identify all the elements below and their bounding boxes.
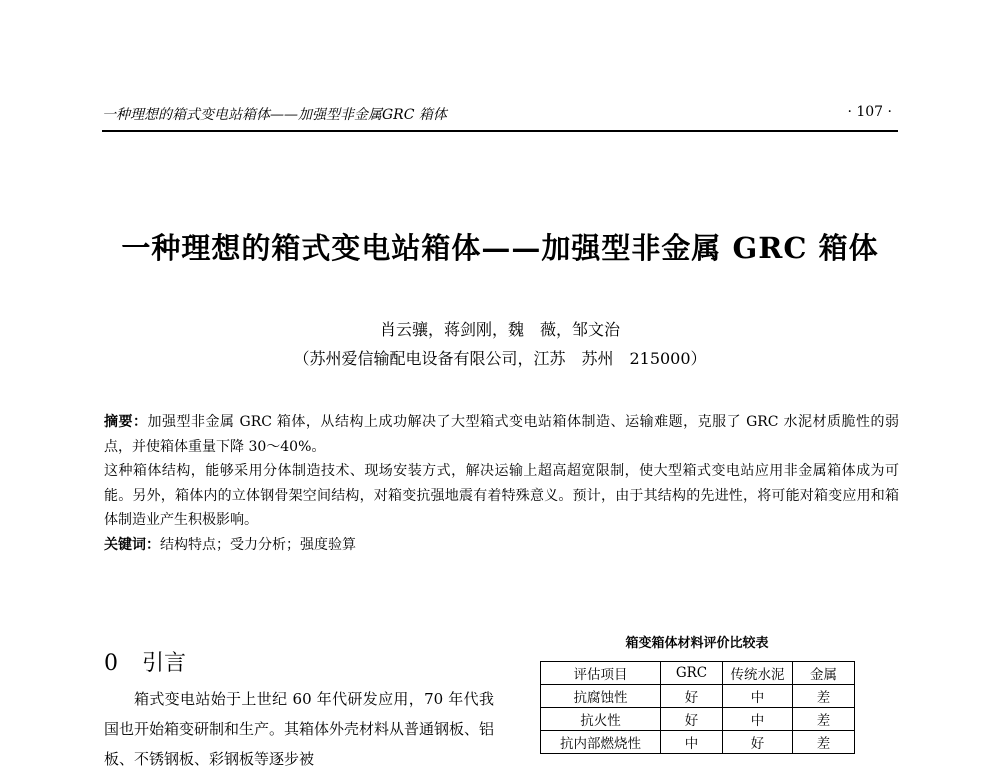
table-cell: 中 — [661, 731, 723, 754]
table-row — [541, 731, 855, 754]
table-cell: 抗腐蚀性 — [541, 685, 661, 708]
table-header-cell: GRC — [661, 662, 723, 685]
comparison-table — [540, 661, 855, 754]
abstract-paragraph-2: 这种箱体结构，能够采用分体制造技术、现场安装方式，解决运输上超高超宽限制，使大型箱式变电站应用非金属箱体成为可能。另外，箱体内的立体钢骨架空间结构，对箱变抗强地震有着特殊意义。预计，由于其结构的先进性，将可能对箱变应用和箱体制造业产生积极影响。 — [104, 463, 899, 528]
table-cell: 差 — [793, 685, 855, 708]
table-row — [541, 685, 855, 708]
keywords-text: 结构特点；受力分析；强度验算 — [160, 536, 356, 553]
table-cell: 好 — [723, 731, 793, 754]
table-caption: 箱变箱体材料评价比较表 — [625, 636, 769, 651]
table-cell: 中 — [723, 708, 793, 731]
table-cell: 中 — [723, 685, 793, 708]
table-cell: 抗火性 — [541, 708, 661, 731]
abstract-text-1: 加强型非金属 GRC 箱体，从结构上成功解决了大型箱式变电站箱体制造、运输难题，克服了 GRC 水泥材质脆性的弱点，并使箱体重量下降 30～40%。 — [104, 414, 900, 455]
affiliation: （苏州爱信输配电设备有限公司，江苏 苏州 215000） — [293, 349, 707, 368]
table-header-cell: 评估项目 — [541, 662, 661, 685]
table-cell: 抗内部燃烧性 — [541, 731, 661, 754]
table-cell: 差 — [793, 731, 855, 754]
page-header — [102, 104, 898, 132]
table-row — [541, 708, 855, 731]
header-rule — [102, 130, 898, 132]
keywords-label: 关键词： — [104, 536, 160, 553]
table-header-row — [541, 662, 855, 685]
keywords — [104, 533, 899, 558]
section-title: 引言 — [142, 651, 187, 676]
abstract-label: 摘要： — [104, 414, 148, 430]
table-header-cell: 金属 — [793, 662, 855, 685]
authors: 肖云骧，蒋剑刚，魏 薇，邹文治 — [379, 320, 620, 339]
section-heading — [104, 646, 186, 677]
table-header-cell: 传统水泥 — [723, 662, 793, 685]
table-cell: 好 — [661, 708, 723, 731]
section-paragraph: 箱式变电站始于上世纪 60 年代研发应用，70 年代我国也开始箱变研制和生产。其箱体外壳材料从普通钢板、铝板、不锈钢板、彩钢板等逐步被 — [104, 690, 495, 768]
paper-title: 一种理想的箱式变电站箱体——加强型非金属 GRC 箱体 — [121, 231, 879, 265]
table-cell: 差 — [793, 708, 855, 731]
section-number: 0 — [104, 651, 118, 676]
page-number: · 107 · — [847, 104, 892, 120]
abstract-paragraph-1 — [104, 410, 899, 459]
table-cell: 好 — [661, 685, 723, 708]
running-title: 一种理想的箱式变电站箱体——加强型非金属GRC 箱体 — [102, 107, 447, 123]
abstract — [104, 410, 899, 557]
section-body — [104, 684, 494, 774]
